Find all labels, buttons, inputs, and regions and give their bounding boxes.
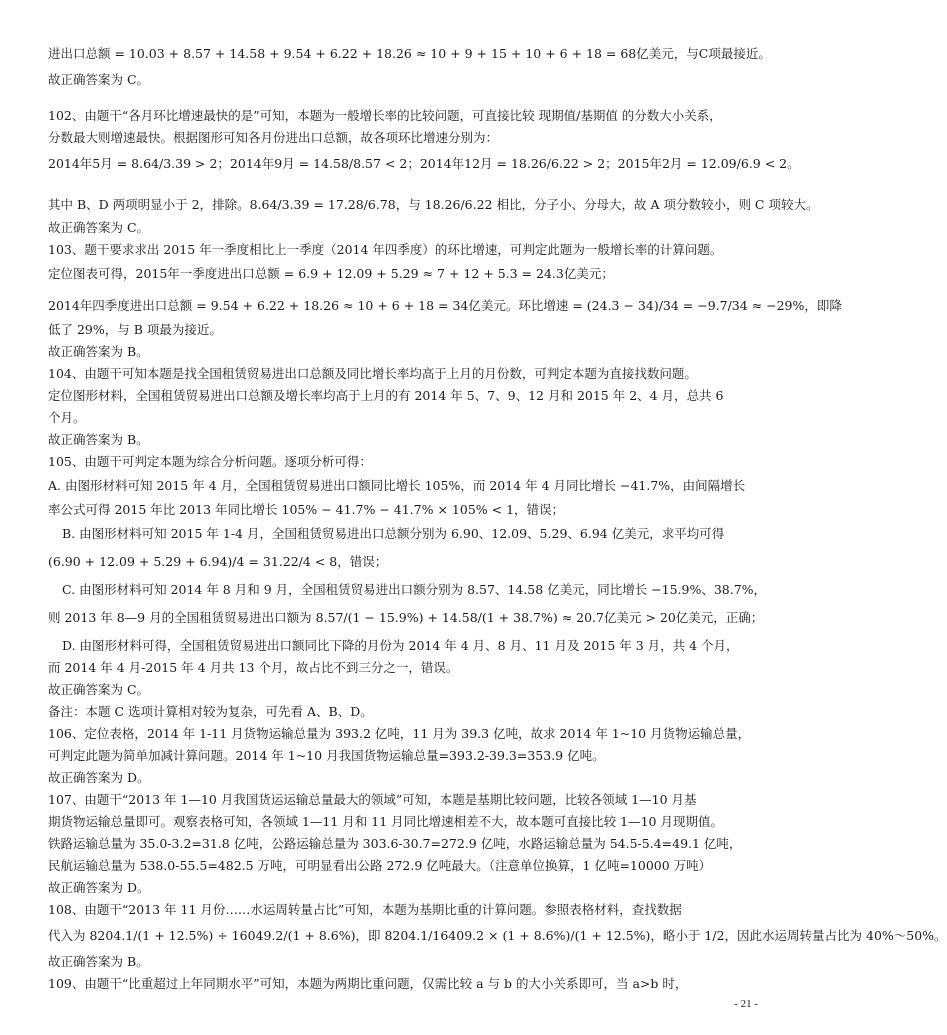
text-line: 民航运输总量为 538.0-55.5=482.5 万吨，可明显看出公路 272.9 亿吨最大。（注意单位换算，1 亿吨=10000 万吨） [48, 858, 712, 873]
text-line: B. 由图形材料可知 2015 年 1-4 月，全国租赁贸易进出口总额分别为 6.90、12.09、5.29、6.94 亿美元，求平均可得 [62, 526, 725, 541]
text-line: 其中 B、D 两项明显小于 2，排除。8.64/3.39 = 17.28/6.78，与 18.26/6.22 相比，分子小、分母大，故 A 项分数较小，则 C 项较大。 [48, 197, 819, 212]
text-line: 分数最大则增速最快。根据图形可知各月份进出口总额，故各项环比增速分别为： [48, 130, 499, 145]
text-line: 故正确答案为 C。 [48, 682, 150, 697]
text-line: 102、由题干“各月环比增速最快的是”可知，本题为一般增长率的比较问题，可直接比较 现期值/基期值 的分数大小关系， [48, 108, 722, 123]
text-line: C. 由图形材料可知 2014 年 8 月和 9 月，全国租赁贸易进出口额分别为 8.57、14.58 亿美元，同比增长 −15.9%、38.7%， [62, 582, 767, 597]
text-line: 铁路运输总量为 35.0-3.2=31.8 亿吨，公路运输总量为 303.6-30.7=272.9 亿吨，水路运输总量为 54.5-5.4=49.1 亿吨， [48, 836, 742, 851]
text-line: 可判定此题为简单加减计算问题。2014 年 1~10 月我国货物运输总量=393.2-39.3=353.9 亿吨。 [48, 748, 605, 763]
text-line: 备注：本题 C 选项计算相对较为复杂，可先看 A、B、D。 [48, 704, 373, 719]
text-line: 定位图表可得，2015年一季度进出口总额 = 6.9 + 12.09 + 5.29 ≈ 7 + 12 + 5.3 = 24.3亿美元； [48, 266, 614, 281]
text-line: 故正确答案为 D。 [48, 880, 150, 895]
text-line: 进出口总额 = 10.03 + 8.57 + 14.58 + 9.54 + 6.22 + 18.26 ≈ 10 + 9 + 15 + 10 + 6 + 18 = 68亿美元，与C项最接近。 [48, 46, 771, 61]
page-number: - 21 - [734, 998, 758, 1010]
text-line: D. 由图形材料可得，全国租赁贸易进出口额同比下降的月份为 2014 年 4 月、8 月、11 月及 2015 年 3 月，共 4 个月， [62, 638, 739, 653]
text-line: 108、由题干“2013 年 11 月份……水运周转量占比”可知，本题为基期比重的计算问题。参照表格材料，查找数据 [48, 902, 682, 917]
text-line: 则 2013 年 8—9 月的全国租赁贸易进出口额为 8.57/(1 − 15.9%) + 14.58/(1 + 38.7%) ≈ 20.7亿美元 > 20亿美元，正确； [48, 610, 764, 625]
text-line: 低了 29%，与 B 项最为接近。 [48, 322, 222, 337]
text-line: 而 2014 年 4 月-2015 年 4 月共 13 个月，故占比不到三分之一，错误。 [48, 660, 459, 675]
text-line: 104、由题干可知本题是找全国租赁贸易进出口总额及同比增长率均高于上月的月份数，可判定本题为直接找数问题。 [48, 366, 697, 381]
text-line: 个月。 [48, 410, 86, 425]
text-line: 故正确答案为 B。 [48, 344, 149, 359]
text-line: 2014年5月 = 8.64/3.39 > 2；2014年9月 = 14.58/8.57 < 2；2014年12月 = 18.26/6.22 > 2；2015年2月 = 12.09/6.9 < 2。 [48, 156, 800, 171]
text-line: (6.90 + 12.09 + 5.29 + 6.94)/4 = 31.22/4 < 8，错误； [48, 554, 388, 569]
text-line: 109、由题干“比重超过上年同期水平”可知，本题为两期比重问题，仅需比较 a 与 b 的大小关系即可，当 a>b 时， [48, 976, 688, 991]
text-line: 故正确答案为 C。 [48, 72, 150, 87]
text-line: 期货物运输总量即可。观察表格可知，各领域 1—11 月和 11 月同比增速相差不大，故本题可直接比较 1—10 月现期值。 [48, 814, 723, 829]
text-line: 107、由题干“2013 年 1—10 月我国货运运输总量最大的领域”可知，本题是基期比较问题，比较各领域 1—10 月基 [48, 792, 697, 807]
text-line: 故正确答案为 B。 [48, 954, 149, 969]
text-line: 105、由题干可判定本题为综合分析问题。逐项分析可得： [48, 454, 372, 469]
text-line: 率公式可得 2015 年比 2013 年同比增长 105% − 41.7% − 41.7% × 105% < 1，错误； [48, 502, 565, 517]
text-line: 故正确答案为 B。 [48, 432, 149, 447]
text-line: A. 由图形材料可知 2015 年 4 月，全国租赁贸易进出口额同比增长 105%，而 2014 年 4 月同比增长 −41.7%，由间隔增长 [48, 478, 746, 493]
text-line: 代入为 8204.1/(1 + 12.5%) ÷ 16049.2/(1 + 8.6%)，即 8204.1/16409.2 × (1 + 8.6%)/(1 + 12.5%)，略小于 1/2，因此水运周转量占比为 40%～50%。 [48, 928, 947, 943]
text-line: 定位图形材料，全国租赁贸易进出口总额及增长率均高于上月的有 2014 年 5、7、9、12 月和 2015 年 2、4 月，总共 6 [48, 388, 724, 403]
text-line: 故正确答案为 D。 [48, 770, 150, 785]
text-line: 106、定位表格，2014 年 1-11 月货物运输总量为 393.2 亿吨，11 月为 39.3 亿吨，故求 2014 年 1~10 月货物运输总量， [48, 726, 751, 741]
text-line: 2014年四季度进出口总额 = 9.54 + 6.22 + 18.26 ≈ 10 + 6 + 18 = 34亿美元。环比增速 = (24.3 − 34)/34 = −9.7/34 ≈ −29%，即降 [48, 298, 842, 313]
text-line: 103、题干要求求出 2015 年一季度相比上一季度（2014 年四季度）的环比增速，可判定此题为一般增长率的计算问题。 [48, 242, 723, 257]
text-line: 故正确答案为 C。 [48, 220, 150, 235]
